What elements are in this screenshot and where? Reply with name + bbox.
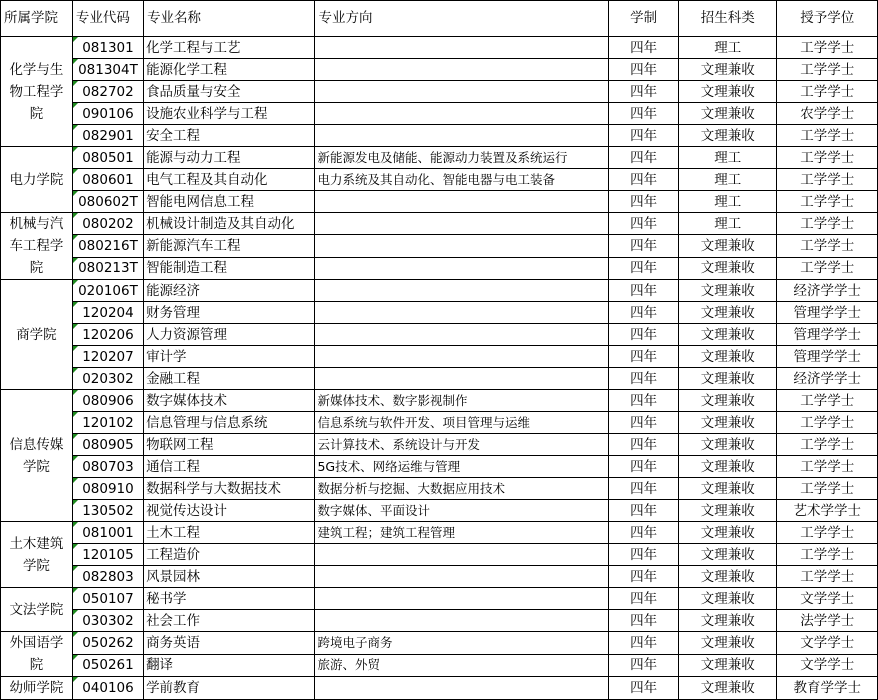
degree-cell: 工学学士 [777,235,878,257]
category-cell: 文理兼收 [678,81,777,103]
duration-cell: 四年 [609,588,679,610]
direction-cell [315,302,609,324]
table-row [1,346,878,368]
duration-cell: 四年 [609,677,679,700]
code-cell: 082803 [72,566,143,588]
college-cell: 信息传媒学院 [1,390,73,522]
duration-cell: 四年 [609,103,679,125]
duration-cell: 四年 [609,434,679,456]
direction-cell [315,125,609,147]
header-direction: 专业方向 [315,1,609,37]
degree-cell: 经济学学士 [777,280,878,302]
table-row [1,147,878,169]
degree-cell: 工学学士 [777,478,878,500]
degree-cell: 工学学士 [777,125,878,147]
code-cell: 130502 [72,500,143,522]
table-row [1,390,878,412]
category-cell: 文理兼收 [678,257,777,279]
name-cell: 智能电网信息工程 [144,191,315,213]
category-cell: 文理兼收 [678,59,777,81]
table-row [1,566,878,588]
direction-cell [315,610,609,632]
category-cell: 文理兼收 [678,456,777,478]
category-cell: 文理兼收 [678,324,777,346]
code-cell: 080602T [72,191,143,213]
direction-cell [315,280,609,302]
table-row [1,81,878,103]
duration-cell: 四年 [609,257,679,279]
duration-cell: 四年 [609,610,679,632]
category-cell: 理工 [678,169,777,191]
direction-cell [315,324,609,346]
code-cell: 080703 [72,456,143,478]
duration-cell: 四年 [609,59,679,81]
code-cell: 020302 [72,368,143,390]
duration-cell: 四年 [609,213,679,235]
code-cell: 120207 [72,346,143,368]
degree-cell: 工学学士 [777,257,878,279]
code-cell: 020106T [72,280,143,302]
degree-cell: 工学学士 [777,566,878,588]
code-cell: 080905 [72,434,143,456]
category-cell: 文理兼收 [678,125,777,147]
code-cell: 081301 [72,37,143,59]
category-cell: 文理兼收 [678,610,777,632]
degree-cell: 工学学士 [777,456,878,478]
table-row [1,654,878,677]
degree-cell: 工学学士 [777,412,878,434]
code-cell: 082702 [72,81,143,103]
direction-cell [315,37,609,59]
duration-cell: 四年 [609,280,679,302]
degree-cell: 工学学士 [777,390,878,412]
category-cell: 文理兼收 [678,588,777,610]
table-row [1,610,878,632]
duration-cell: 四年 [609,500,679,522]
header-category: 招生科类 [678,1,777,37]
code-cell: 080910 [72,478,143,500]
header-college: 所属学院 [1,1,73,37]
category-cell: 文理兼收 [678,654,777,677]
name-cell: 能源与动力工程 [144,147,315,169]
category-cell: 文理兼收 [678,103,777,125]
category-cell: 文理兼收 [678,346,777,368]
table-row [1,500,878,522]
name-cell: 信息管理与信息系统 [144,412,315,434]
name-cell: 通信工程 [144,456,315,478]
code-cell: 120206 [72,324,143,346]
table-row [1,302,878,324]
degree-cell: 工学学士 [777,81,878,103]
degree-cell: 工学学士 [777,213,878,235]
direction-cell [315,213,609,235]
degree-cell: 文学学士 [777,632,878,655]
code-cell: 080601 [72,169,143,191]
degree-cell: 工学学士 [777,147,878,169]
college-cell: 机械与汽车工程学院 [1,213,73,280]
name-cell: 能源化学工程 [144,59,315,81]
college-cell: 电力学院 [1,147,73,213]
category-cell: 理工 [678,147,777,169]
degree-cell: 工学学士 [777,434,878,456]
duration-cell: 四年 [609,390,679,412]
name-cell: 风景园林 [144,566,315,588]
code-cell: 120204 [72,302,143,324]
table-row [1,59,878,81]
category-cell: 文理兼收 [678,412,777,434]
duration-cell: 四年 [609,169,679,191]
category-cell: 文理兼收 [678,677,777,700]
code-cell: 082901 [72,125,143,147]
table-row [1,456,878,478]
college-cell: 文法学院 [1,588,73,632]
direction-cell [315,235,609,257]
duration-cell: 四年 [609,566,679,588]
table-row [1,368,878,390]
name-cell: 物联网工程 [144,434,315,456]
code-cell: 040106 [72,677,143,700]
category-cell: 文理兼收 [678,632,777,655]
code-cell: 050262 [72,632,143,655]
direction-cell: 旅游、外贸 [315,654,609,677]
direction-cell [315,368,609,390]
name-cell: 设施农业科学与工程 [144,103,315,125]
degree-cell: 工学学士 [777,522,878,544]
category-cell: 理工 [678,191,777,213]
code-cell: 081001 [72,522,143,544]
name-cell: 数字媒体技术 [144,390,315,412]
degree-cell: 管理学学士 [777,302,878,324]
degree-cell: 工学学士 [777,59,878,81]
duration-cell: 四年 [609,368,679,390]
duration-cell: 四年 [609,302,679,324]
table-row [1,412,878,434]
name-cell: 安全工程 [144,125,315,147]
category-cell: 文理兼收 [678,566,777,588]
direction-cell [315,103,609,125]
direction-cell [315,59,609,81]
direction-cell: 信息系统与软件开发、项目管理与运维 [315,412,609,434]
degree-cell: 管理学学士 [777,324,878,346]
code-cell: 120105 [72,544,143,566]
duration-cell: 四年 [609,632,679,655]
category-cell: 文理兼收 [678,302,777,324]
table-row [1,37,878,59]
degree-cell: 工学学士 [777,169,878,191]
duration-cell: 四年 [609,324,679,346]
name-cell: 社会工作 [144,610,315,632]
degree-cell: 法学学士 [777,610,878,632]
direction-cell: 电力系统及其自动化、智能电器与电工装备 [315,169,609,191]
direction-cell [315,544,609,566]
name-cell: 人力资源管理 [144,324,315,346]
name-cell: 数据科学与大数据技术 [144,478,315,500]
direction-cell: 数字媒体、平面设计 [315,500,609,522]
table-row [1,125,878,147]
name-cell: 化学工程与工艺 [144,37,315,59]
name-cell: 学前教育 [144,677,315,700]
name-cell: 能源经济 [144,280,315,302]
header-code: 专业代码 [72,1,143,37]
header-duration: 学制 [609,1,679,37]
category-cell: 文理兼收 [678,544,777,566]
degree-cell: 工学学士 [777,544,878,566]
duration-cell: 四年 [609,412,679,434]
degree-cell: 工学学士 [777,37,878,59]
code-cell: 081304T [72,59,143,81]
degree-cell: 农学学士 [777,103,878,125]
table-body [1,37,878,700]
degree-cell: 艺术学学士 [777,500,878,522]
code-cell: 090106 [72,103,143,125]
direction-cell [315,191,609,213]
direction-cell: 5G技术、网络运维与管理 [315,456,609,478]
name-cell: 新能源汽车工程 [144,235,315,257]
table-row [1,588,878,610]
category-cell: 理工 [678,213,777,235]
degree-cell: 经济学学士 [777,368,878,390]
direction-cell [315,81,609,103]
category-cell: 文理兼收 [678,500,777,522]
college-cell: 幼师学院 [1,677,73,700]
table-row [1,478,878,500]
duration-cell: 四年 [609,147,679,169]
code-cell: 080906 [72,390,143,412]
category-cell: 文理兼收 [678,280,777,302]
name-cell: 视觉传达设计 [144,500,315,522]
direction-cell: 建筑工程；建筑工程管理 [315,522,609,544]
direction-cell: 新能源发电及储能、能源动力装置及系统运行 [315,147,609,169]
header-degree: 授予学位 [777,1,878,37]
name-cell: 机械设计制造及其自动化 [144,213,315,235]
college-cell: 土木建筑学院 [1,522,73,588]
table-row [1,280,878,302]
category-cell: 文理兼收 [678,434,777,456]
name-cell: 食品质量与安全 [144,81,315,103]
code-cell: 080202 [72,213,143,235]
code-cell: 080501 [72,147,143,169]
table-row [1,434,878,456]
direction-cell [315,346,609,368]
degree-cell: 管理学学士 [777,346,878,368]
table-row [1,544,878,566]
duration-cell: 四年 [609,522,679,544]
category-cell: 文理兼收 [678,522,777,544]
duration-cell: 四年 [609,456,679,478]
table-row [1,257,878,279]
category-cell: 文理兼收 [678,478,777,500]
duration-cell: 四年 [609,191,679,213]
name-cell: 工程造价 [144,544,315,566]
table-row [1,103,878,125]
college-cell: 商学院 [1,280,73,390]
duration-cell: 四年 [609,654,679,677]
direction-cell [315,588,609,610]
direction-cell [315,677,609,700]
duration-cell: 四年 [609,81,679,103]
category-cell: 文理兼收 [678,390,777,412]
table-row [1,169,878,191]
name-cell: 智能制造工程 [144,257,315,279]
duration-cell: 四年 [609,235,679,257]
category-cell: 文理兼收 [678,368,777,390]
college-cell: 化学与生物工程学院 [1,37,73,147]
direction-cell: 云计算技术、系统设计与开发 [315,434,609,456]
code-cell: 120102 [72,412,143,434]
header-row [1,1,878,37]
table-row [1,632,878,655]
duration-cell: 四年 [609,37,679,59]
name-cell: 财务管理 [144,302,315,324]
table-row [1,677,878,700]
table-row [1,213,878,235]
code-cell: 080216T [72,235,143,257]
code-cell: 030302 [72,610,143,632]
table-row [1,324,878,346]
name-cell: 商务英语 [144,632,315,655]
direction-cell: 跨境电子商务 [315,632,609,655]
name-cell: 秘书学 [144,588,315,610]
direction-cell: 数据分析与挖掘、大数据应用技术 [315,478,609,500]
name-cell: 审计学 [144,346,315,368]
table-row [1,522,878,544]
name-cell: 土木工程 [144,522,315,544]
degree-cell: 文学学士 [777,654,878,677]
name-cell: 电气工程及其自动化 [144,169,315,191]
duration-cell: 四年 [609,346,679,368]
header-name: 专业名称 [144,1,315,37]
duration-cell: 四年 [609,125,679,147]
degree-cell: 文学学士 [777,588,878,610]
table-row [1,191,878,213]
name-cell: 金融工程 [144,368,315,390]
college-cell: 外国语学院 [1,632,73,677]
category-cell: 文理兼收 [678,235,777,257]
direction-cell [315,566,609,588]
code-cell: 050107 [72,588,143,610]
direction-cell: 新媒体技术、数字影视制作 [315,390,609,412]
direction-cell [315,257,609,279]
code-cell: 050261 [72,654,143,677]
degree-cell: 工学学士 [777,191,878,213]
table-row [1,235,878,257]
category-cell: 理工 [678,37,777,59]
duration-cell: 四年 [609,478,679,500]
degree-cell: 教育学学士 [777,677,878,700]
duration-cell: 四年 [609,544,679,566]
name-cell: 翻译 [144,654,315,677]
code-cell: 080213T [72,257,143,279]
